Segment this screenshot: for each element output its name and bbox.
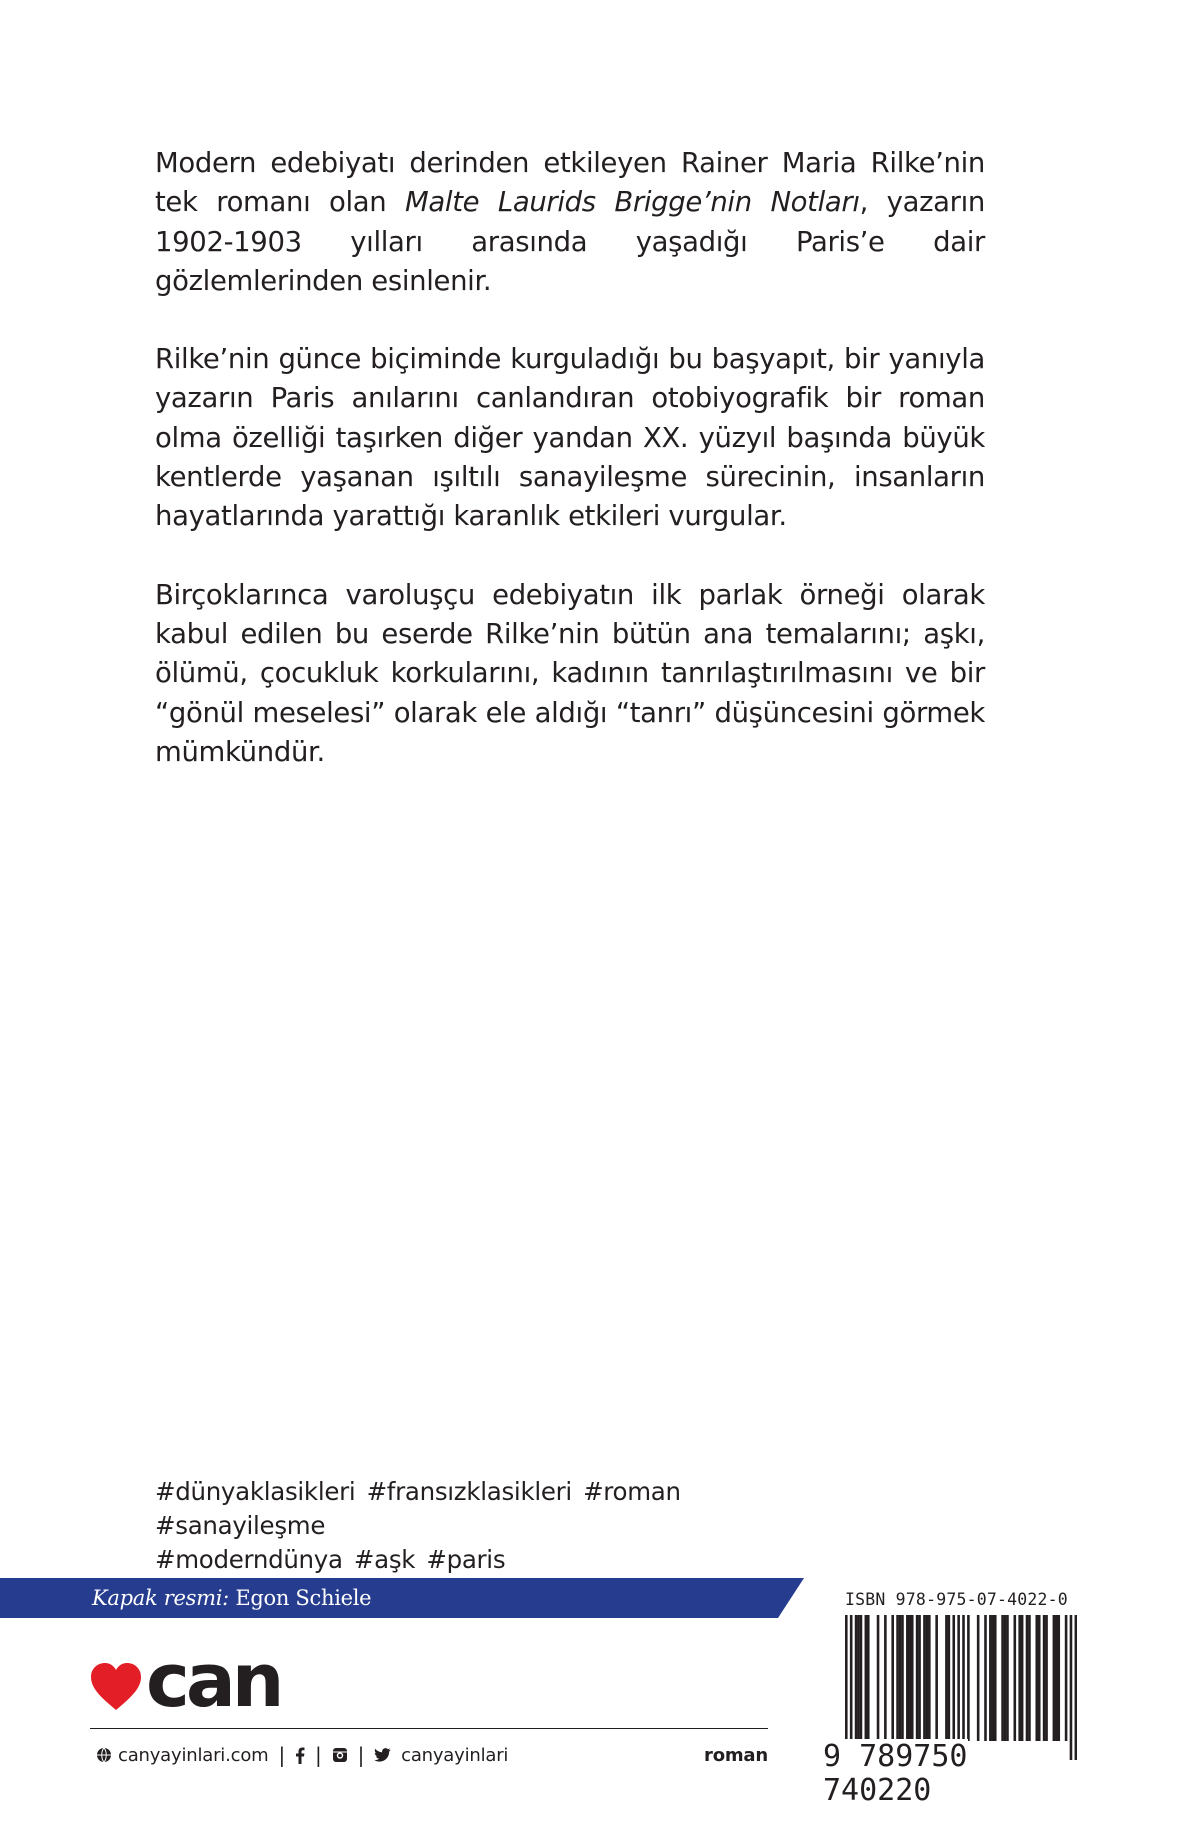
barcode-bar	[1038, 1615, 1041, 1741]
barcode-bar	[1021, 1615, 1024, 1741]
hashtag-list	[155, 1475, 855, 1577]
back-cover-blurb	[155, 144, 985, 811]
barcode-bar	[855, 1615, 858, 1741]
barcode-bar	[952, 1615, 955, 1741]
globe-icon	[96, 1747, 112, 1763]
barcode-bar	[1026, 1615, 1029, 1741]
barcode-bar	[923, 1615, 926, 1741]
barcode-bar	[1028, 1615, 1031, 1741]
barcode-bar	[1043, 1615, 1046, 1741]
hashtag: #fransızklasikleri	[366, 1477, 572, 1506]
barcode-bar	[994, 1615, 997, 1741]
barcode-bar	[1057, 1615, 1060, 1741]
genre-label: roman	[704, 1744, 768, 1766]
barcode-digits	[823, 1740, 1083, 1808]
barcode-bar	[1018, 1615, 1021, 1741]
barcode-bar	[1004, 1615, 1007, 1741]
barcode-bar	[1006, 1615, 1009, 1741]
instagram-icon[interactable]	[332, 1747, 348, 1763]
barcode-bar	[989, 1615, 992, 1741]
blurb-text: , yazarın 1902-1903 yılları arasında yaşadığı Paris’e dair gözlemlerinden esinlenir.	[155, 186, 985, 297]
publisher-logo	[90, 1638, 390, 1724]
barcode-bar	[1001, 1615, 1004, 1741]
barcode-bar	[984, 1615, 987, 1741]
barcode-bar	[896, 1615, 899, 1741]
isbn-label: ISBN 978-975-07-4022-0	[845, 1590, 1068, 1609]
barcode-bar	[992, 1615, 995, 1741]
barcode-bar	[977, 1615, 980, 1741]
barcode-bar	[918, 1615, 921, 1741]
blurb-text: Modern edebiyatı derinden etkileyen Rainer Maria Rilke’nin tek romanı olan	[155, 147, 985, 219]
barcode-bar	[908, 1615, 911, 1741]
blurb-paragraph-2: Rilke’nin günce biçiminde kurguladığı bu başyapıt, bir yanıyla yazarın Paris anılarını canlandıran otobiyografik bir roman olma özelliği taşırken diğer yandan XX. yüzyıl başında büyük kentlerde yaşanan ışıltılı sanayileşme sürecinin, insanların hayatlarında yarattığı karanlık etkileri vurgular.	[155, 343, 985, 533]
hashtag: #moderndünya	[155, 1545, 343, 1574]
logo-wordmark: can	[146, 1638, 281, 1724]
barcode-bar	[1045, 1615, 1048, 1741]
barcode-bar	[1014, 1615, 1017, 1741]
barcode-bar	[1070, 1615, 1073, 1760]
barcode-bar	[899, 1615, 902, 1741]
facebook-icon[interactable]	[295, 1747, 305, 1764]
divider: |	[315, 1743, 322, 1767]
divider: |	[357, 1743, 365, 1767]
cover-credit-artist: Egon Schiele	[235, 1586, 372, 1610]
barcode-bar	[891, 1615, 894, 1741]
social-handle[interactable]: canyayinlari	[401, 1744, 509, 1766]
barcode-bar	[884, 1615, 887, 1741]
publisher-footer	[96, 1740, 768, 1770]
barcode-bar	[860, 1615, 863, 1741]
barcode-bar	[857, 1615, 860, 1741]
hashtag: #sanayileşme	[155, 1511, 326, 1540]
barcode-bar	[1055, 1615, 1058, 1741]
barcode-bar	[877, 1615, 880, 1741]
barcode-bar	[928, 1615, 931, 1741]
barcode-bar	[926, 1615, 929, 1741]
barcode-bar	[916, 1615, 919, 1741]
book-title: Malte Laurids Brigge’nin Notları	[405, 186, 860, 219]
hashtag: #dünyaklasikleri	[155, 1477, 356, 1506]
cover-credit	[92, 1583, 371, 1613]
barcode-number: 9 789750 740220	[823, 1739, 968, 1808]
barcode-bar	[911, 1615, 914, 1741]
heart-icon	[90, 1662, 142, 1712]
barcode-bar	[945, 1615, 948, 1741]
blurb-paragraph-1	[155, 144, 985, 301]
barcode-bar	[901, 1615, 904, 1741]
hashtag: #roman	[583, 1477, 681, 1506]
barcode-bar	[1075, 1615, 1077, 1760]
barcode-bar	[967, 1615, 970, 1741]
barcode-bar	[867, 1615, 870, 1741]
hashtag: #aşk	[353, 1545, 416, 1574]
barcode-bar	[865, 1615, 868, 1741]
barcode-bar	[1065, 1615, 1068, 1741]
barcode-bar	[935, 1615, 938, 1741]
footer-divider	[90, 1728, 768, 1729]
blurb-paragraph-3: Birçoklarınca varoluşçu edebiyatın ilk parlak örneği olarak kabul edilen bu eserde Rilke’nin bütün ana temalarını; aşkı, ölümü, çocukluk korkularını, kadının tanrılaştırılmasını ve bir “gönül meselesi” olarak ele aldığı “tanrı” düşüncesini görmek mümkündür.	[155, 578, 985, 768]
barcode-bar	[906, 1615, 909, 1741]
hashtag: #paris	[426, 1545, 506, 1574]
website-link[interactable]: canyayinlari.com	[118, 1744, 269, 1766]
cover-credit-label: Kapak resmi:	[92, 1586, 229, 1610]
barcode-bar	[1053, 1615, 1056, 1741]
barcode-bar	[1035, 1615, 1038, 1741]
barcode-bar	[948, 1615, 951, 1741]
twitter-icon[interactable]	[374, 1748, 391, 1762]
divider: |	[278, 1743, 286, 1767]
